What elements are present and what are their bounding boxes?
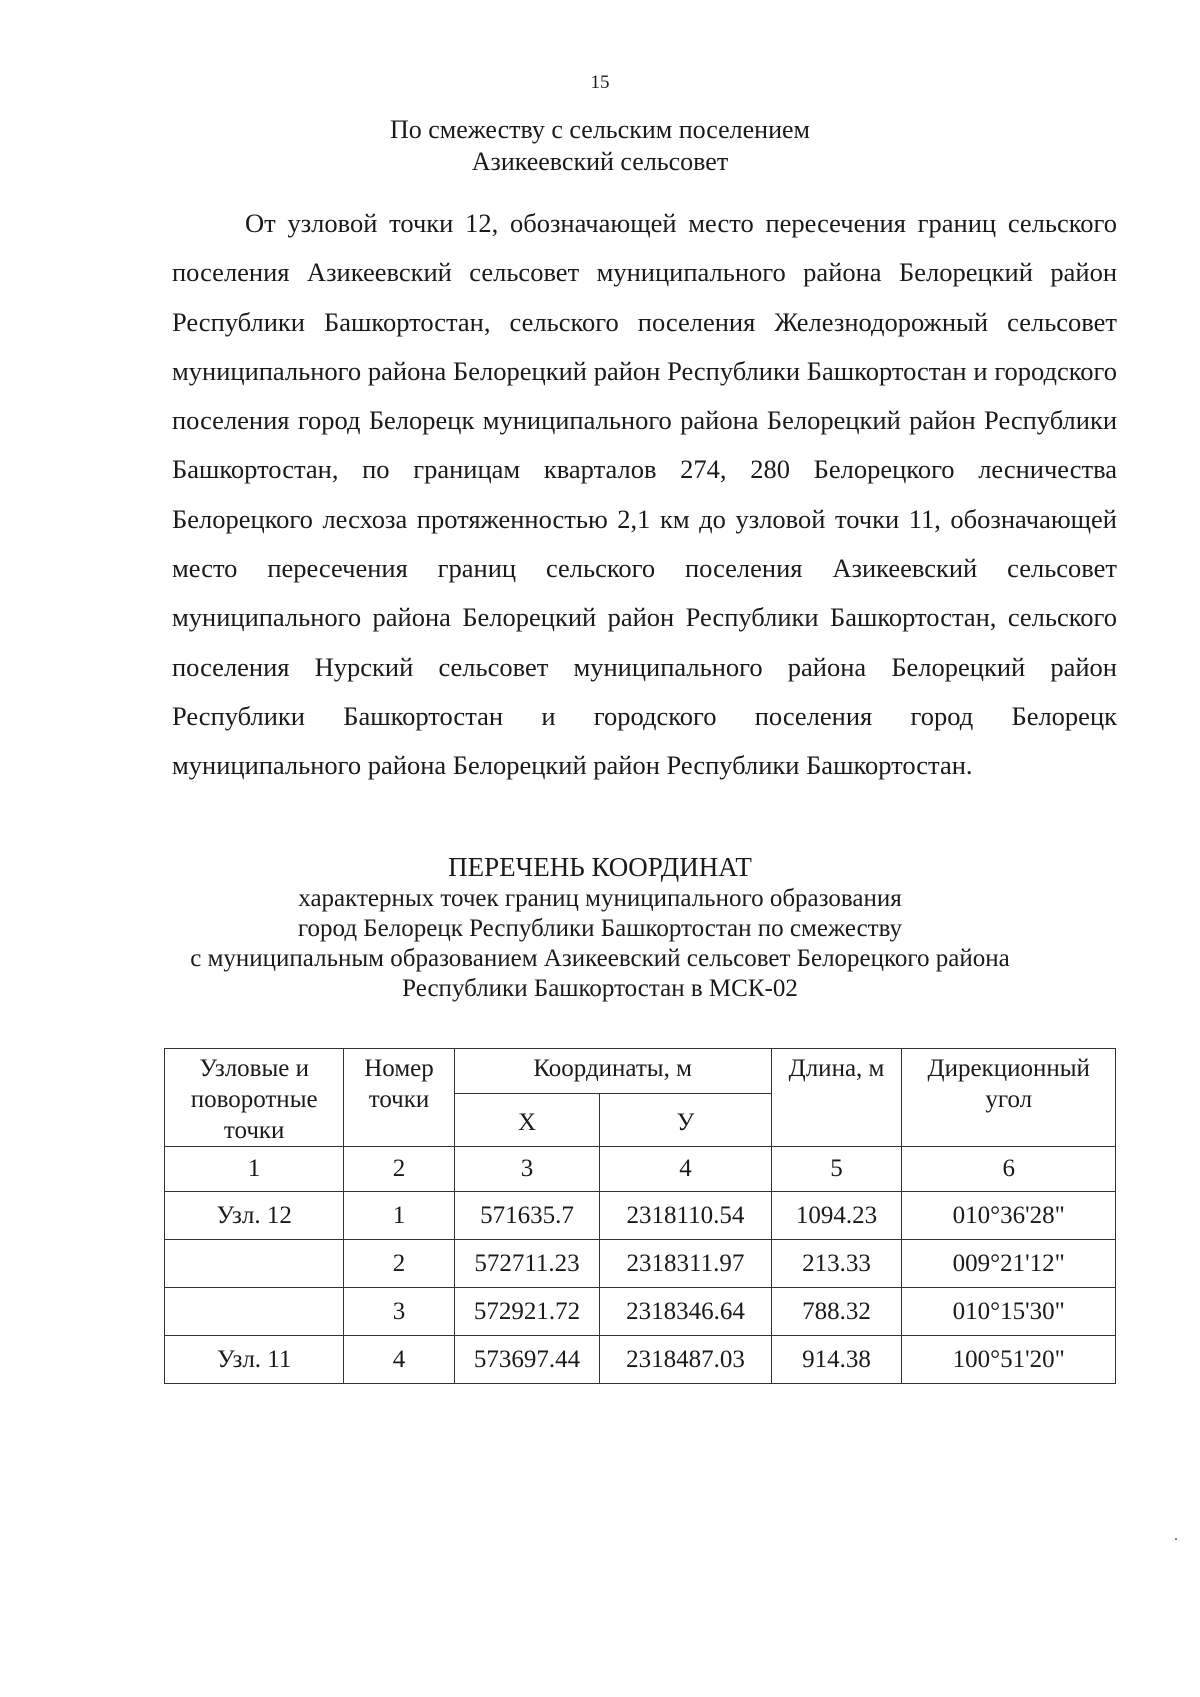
table-row: [165, 1288, 1116, 1336]
list-subtitle-line1: характерных точек границ муниципального образования: [298, 885, 902, 912]
header-bearing: Дирекционный угол: [902, 1049, 1116, 1147]
cell-point: 3: [344, 1288, 454, 1336]
header-nodes: Узловые и поворотные точки: [165, 1049, 344, 1147]
cell-x: 571635.7: [454, 1192, 600, 1240]
cell-length: 788.32: [771, 1288, 902, 1336]
header-point-number: Номер точки: [344, 1049, 454, 1147]
list-subtitle-line2: город Белорецк Республики Башкортостан по смежеству: [297, 915, 903, 942]
cell-bearing: 010°15'30": [902, 1288, 1116, 1336]
section-heading: [0, 114, 1200, 178]
cell-y: 2318110.54: [600, 1192, 771, 1240]
cell-y: 2318487.03: [600, 1336, 771, 1384]
header-length: Длина, м: [771, 1049, 902, 1147]
coordinates-table: [164, 1048, 1116, 1384]
section-heading-line1: По смежеству с сельским поселением: [389, 115, 810, 144]
cell-bearing: 010°36'28": [902, 1192, 1116, 1240]
column-number: 5: [771, 1147, 902, 1192]
cell-point: 4: [344, 1336, 454, 1384]
page-number: 15: [590, 72, 610, 93]
cell-node: Узл. 11: [165, 1336, 344, 1384]
column-number: 1: [165, 1147, 344, 1192]
cell-node: Узл. 12: [165, 1192, 344, 1240]
cell-length: 1094.23: [771, 1192, 902, 1240]
cell-length: 914.38: [771, 1336, 902, 1384]
cell-length: 213.33: [771, 1240, 902, 1288]
list-title-main: ПЕРЕЧЕНЬ КООРДИНАТ: [448, 852, 752, 882]
list-subtitle-line3: с муниципальным образованием Азикеевский сельсовет Белорецкого района: [190, 945, 1010, 972]
header-y: У: [600, 1094, 771, 1147]
table-row: [165, 1336, 1116, 1384]
column-number: 4: [600, 1147, 771, 1192]
column-number: 6: [902, 1147, 1116, 1192]
cell-y: 2318311.97: [600, 1240, 771, 1288]
column-number: 3: [454, 1147, 600, 1192]
column-number: 2: [344, 1147, 454, 1192]
cell-y: 2318346.64: [600, 1288, 771, 1336]
section-heading-line2: Азикеевский сельсовет: [471, 147, 729, 176]
table-row: [165, 1192, 1116, 1240]
table-row: [165, 1240, 1116, 1288]
cell-x: 572921.72: [454, 1288, 600, 1336]
cell-point: 1: [344, 1192, 454, 1240]
description-paragraph: От узловой точки 12, обозначающей место пересечения границ сельского поселения Азикеевский сельсовет муниципального района Белорецкий район Республики Башкортостан, сельского поселения Железнодорожный сельсовет муниципального района Белорецкий район Республики Башкортостан и городского поселения город Белорецк муниципального района Белорецкий район Республики Башкортостан, по границам кварталов 274, 280 Белорецкого лесничества Белорецкого лесхоза протяженностью 2,1 км до узловой точки 11, обозначающей место пересечения границ сельского поселения Азикеевский сельсовет муниципального района Белорецкий район Республики Башкортостан, сельского поселения Нурский сельсовет муниципального района Белорецкий район Республики Башкортостан и городского поселения город Белорецк муниципального района Белорецкий район Республики Башкортостан.: [172, 208, 1117, 781]
scan-artifact: [1175, 1538, 1177, 1540]
header-x: Х: [454, 1094, 600, 1147]
header-coordinates: Координаты, м: [454, 1049, 771, 1094]
cell-x: 573697.44: [454, 1336, 600, 1384]
cell-bearing: 009°21'12": [902, 1240, 1116, 1288]
cell-point: 2: [344, 1240, 454, 1288]
list-subtitle-line4: Республики Башкортостан в МСК-02: [402, 975, 798, 1002]
column-number-row: [165, 1147, 1116, 1192]
coordinates-list-title: [0, 853, 1200, 1004]
cell-node: [165, 1240, 344, 1288]
cell-bearing: 100°51'20": [902, 1336, 1116, 1384]
cell-x: 572711.23: [454, 1240, 600, 1288]
cell-node: [165, 1288, 344, 1336]
